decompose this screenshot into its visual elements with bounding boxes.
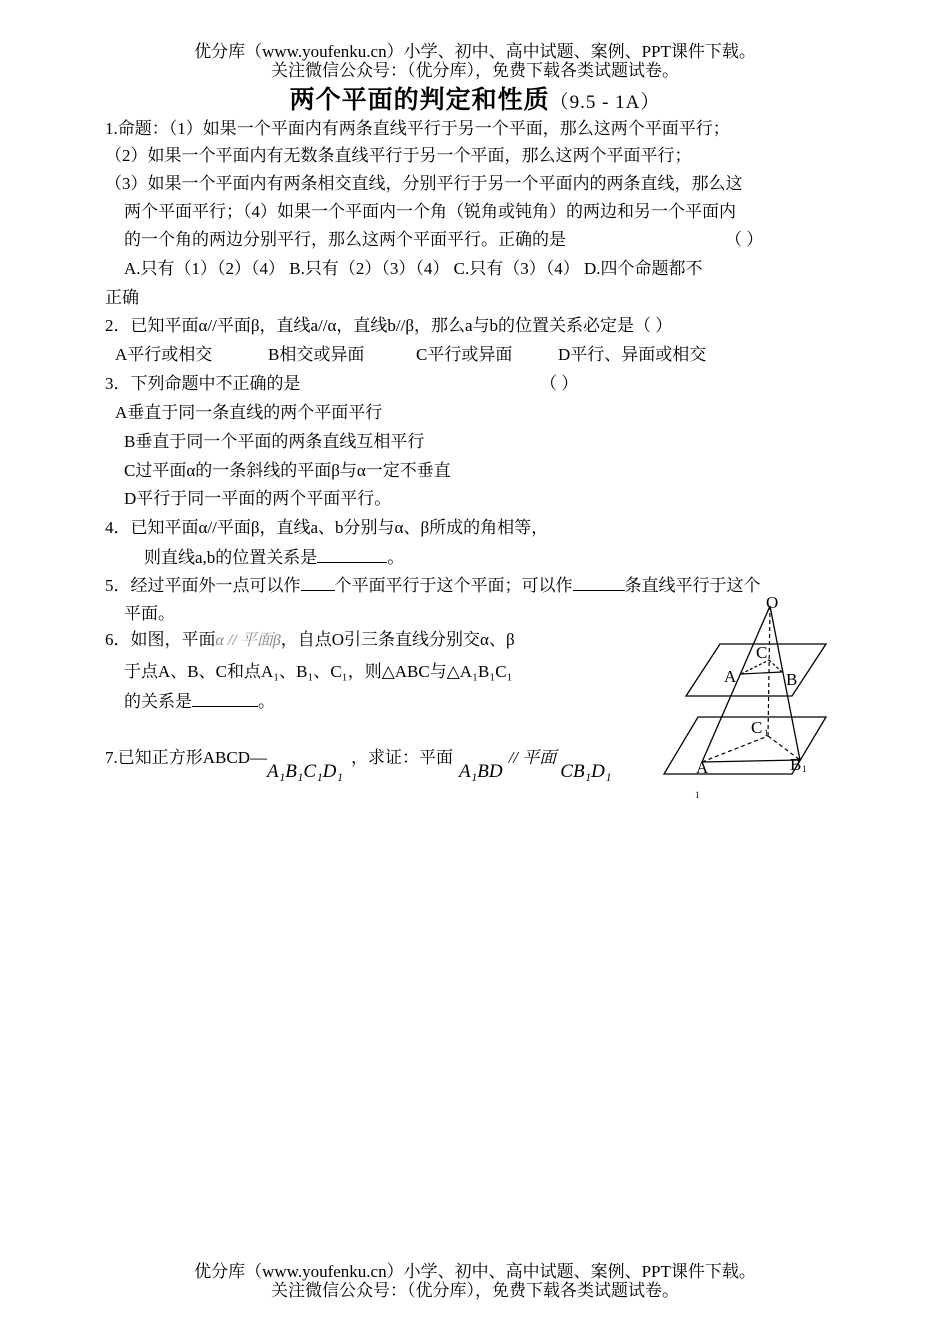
q5-line-2: 平面。 bbox=[124, 604, 175, 623]
q6-figure bbox=[660, 592, 840, 802]
label-a: A bbox=[724, 667, 737, 686]
footer-line-1: 优分库（www.youfenku.cn）小学、初中、高中试题、案例、PPT课件下载。 bbox=[194, 1262, 756, 1281]
label-b1: B bbox=[790, 755, 802, 774]
q4-line-2-text: 则直线a,b的位置关系是 bbox=[144, 548, 318, 567]
q6-post: ，自点O引三条直线分别交α、β bbox=[280, 630, 515, 649]
label-b1-sub: 1 bbox=[802, 764, 807, 774]
title-code: （9.5 - 1A） bbox=[549, 92, 661, 113]
edge-a1-b1 bbox=[702, 760, 800, 762]
q7-line bbox=[105, 747, 612, 782]
q2-option-c: C平行或异面 bbox=[416, 345, 513, 364]
q7-mid2: // 平面 bbox=[508, 748, 557, 767]
q6-line-1 bbox=[105, 629, 515, 652]
label-c1: C bbox=[751, 718, 763, 737]
q5-pre: 5．经过平面外一点可以作 bbox=[105, 576, 301, 595]
q2-option-d: D平行、异面或相交 bbox=[558, 345, 707, 364]
q1-line-2: （2）如果一个平面内有无数条直线平行于另一个平面，那么这两个平面平行； bbox=[105, 146, 692, 165]
title-main: 两个平面的判定和性质 bbox=[289, 87, 550, 114]
q4-end: 。 bbox=[387, 548, 405, 567]
q1-line-4: 两个平面平行；（4）如果一个平面内一个角（锐角或钝角）的两边和另一个平面内 bbox=[124, 202, 736, 221]
q6-formula: α // 平面β bbox=[215, 632, 281, 649]
q4-line-2 bbox=[144, 546, 404, 569]
q3-option-a: A垂直于同一条直线的两个平面平行 bbox=[115, 403, 383, 422]
q4-line-1: 4．已知平面α//平面β，直线a、b分别与α、β所成的角相等， bbox=[105, 518, 549, 537]
page-title bbox=[0, 80, 950, 116]
footer-line-2: 关注微信公众号：（优分库），免费下载各类试题试卷。 bbox=[271, 1281, 679, 1300]
header-line-2: 关注微信公众号：（优分库），免费下载各类试题试卷。 bbox=[271, 61, 679, 80]
q5-post: 条直线平行于这个 bbox=[624, 576, 761, 595]
q2-stem: 2．已知平面α//平面β，直线a//α，直线b//β，那么a与b的位置关系必定是（ ） bbox=[105, 316, 673, 335]
label-o: O bbox=[766, 593, 779, 612]
q1-line-1: 1.命题：（1）如果一个平面内有两条直线平行于另一个平面，那么这两个平面平行； bbox=[105, 119, 730, 138]
q7-formula-2: A₁BD bbox=[459, 761, 503, 782]
q3-answer-paren: （ ） bbox=[540, 374, 579, 393]
q2-option-b: B相交或异面 bbox=[268, 345, 365, 364]
label-b: B bbox=[786, 670, 798, 689]
q2-option-a: A平行或相交 bbox=[115, 345, 213, 364]
q1-options-cont: 正确 bbox=[105, 288, 139, 307]
q6-line-3 bbox=[124, 690, 275, 713]
q7-formula-1: A₁B₁C₁D₁ bbox=[266, 761, 344, 782]
q4-answer-blank bbox=[317, 546, 387, 563]
q6-answer-blank bbox=[192, 690, 258, 707]
q5-blank-2 bbox=[573, 574, 625, 591]
label-a1: A bbox=[696, 758, 709, 777]
q5-blank-1 bbox=[301, 574, 335, 591]
label-c1-sub: 1 bbox=[764, 728, 769, 738]
q7-pre: 7.已知正方形ABCD— bbox=[105, 748, 267, 767]
q3-stem: 3．下列命题中不正确的是 bbox=[105, 374, 301, 393]
q1-line-5: 的一个角的两边分别平行，那么这两个平面平行。正确的是 bbox=[124, 230, 566, 249]
q6-end: 。 bbox=[258, 692, 275, 711]
q1-line-3: （3）如果一个平面内有两条相交直线，分别平行于另一个平面内的两条直线，那么这 bbox=[105, 174, 743, 193]
label-a1-sub: 1 bbox=[695, 790, 700, 800]
edge-a-b bbox=[741, 672, 782, 674]
q5-mid: 个平面平行于这个平面；可以作 bbox=[334, 576, 573, 595]
header-line-1: 优分库（www.youfenku.cn）小学、初中、高中试题、案例、PPT课件下载。 bbox=[194, 42, 756, 61]
edge-c-b bbox=[769, 660, 782, 672]
q1-options: A.只有（1）（2）（4） B.只有（2）（3）（4） C.只有（3）（4） D.四个命题都不 bbox=[124, 259, 703, 278]
label-c: C bbox=[756, 643, 768, 662]
q3-option-d: D平行于同一平面的两个平面平行。 bbox=[124, 489, 392, 508]
q3-option-c: C过平面α的一条斜线的平面β与α一定不垂直 bbox=[124, 461, 451, 480]
q6-l3: 的关系是 bbox=[124, 692, 192, 711]
q3-option-b: B垂直于同一个平面的两条直线互相平行 bbox=[124, 432, 425, 451]
q7-formula-3: CB₁D₁ bbox=[560, 761, 612, 782]
q1-answer-paren: （ ） bbox=[725, 230, 764, 249]
q7-mid: ，求证：平面 bbox=[351, 748, 454, 767]
q6-pre: 6．如图，平面 bbox=[105, 630, 216, 649]
q6-line-2: 于点A、B、C和点A₁、B₁、C₁，则△ABC与△A₁B₁C₁ bbox=[124, 662, 513, 681]
